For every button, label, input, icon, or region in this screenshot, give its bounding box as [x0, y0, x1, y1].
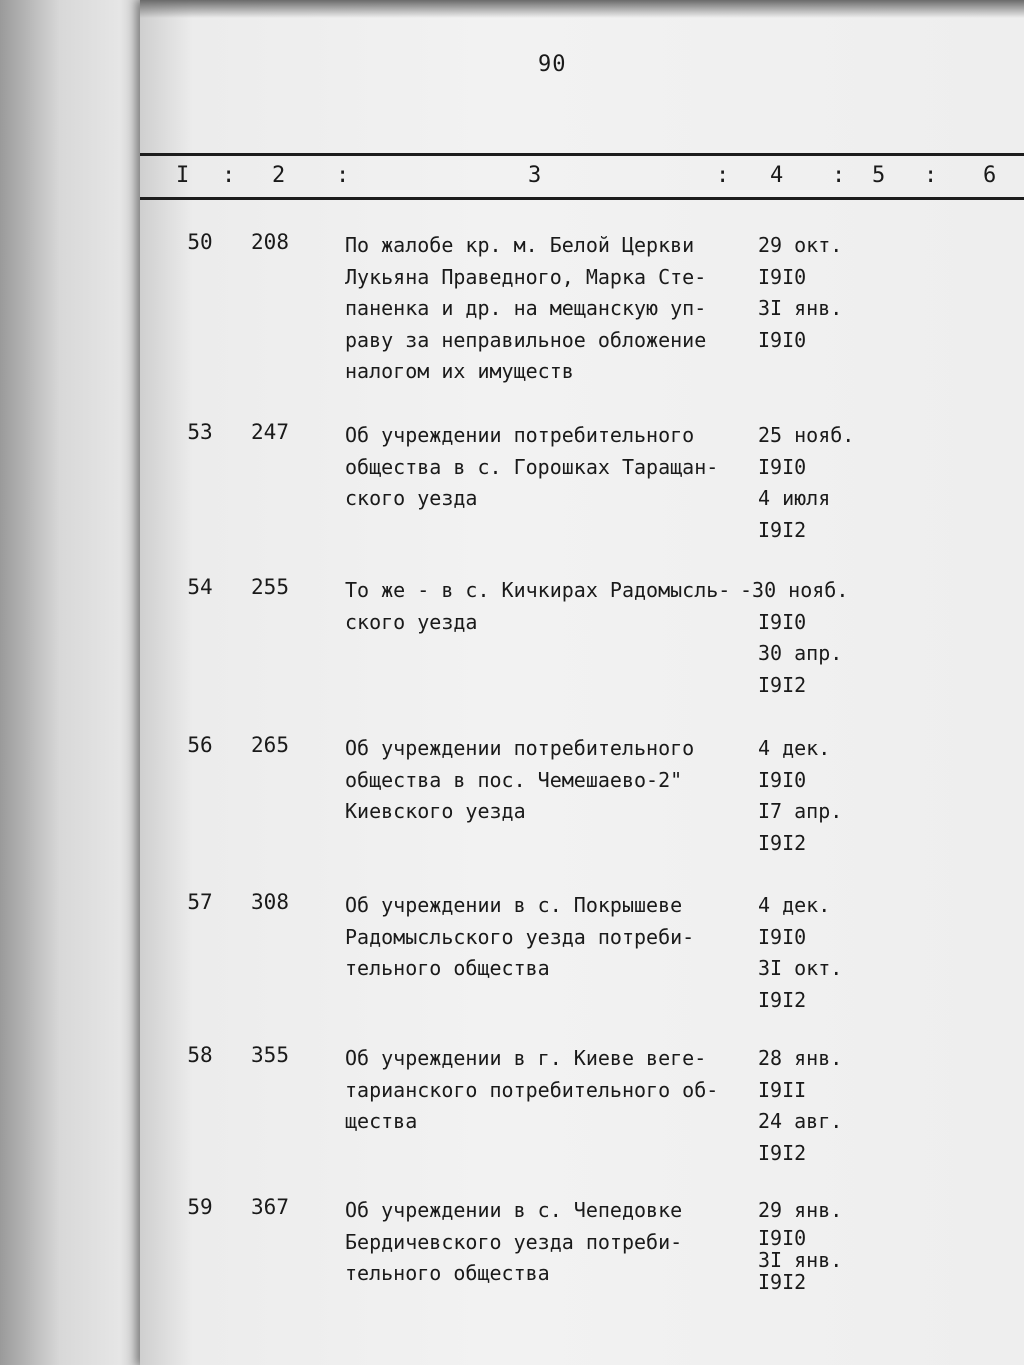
entry-dates	[758, 733, 898, 859]
date-line: I9I2	[758, 517, 807, 542]
page-top-shadow	[140, 0, 1024, 18]
description-line: щества	[345, 1109, 418, 1133]
description-line: Радомысльского уезда потреби-	[345, 924, 695, 949]
description-line: тарианского потребительного об-	[345, 1077, 719, 1102]
date-line: I9II	[758, 1077, 807, 1102]
entry-number: 53	[187, 420, 213, 444]
date-line: I9I0	[758, 454, 807, 479]
description-line: ского уезда	[345, 609, 478, 634]
file-number: 255	[251, 575, 289, 599]
entry-number: 59	[187, 1195, 213, 1219]
date-line: 3I янв.	[758, 1247, 843, 1272]
entry-description	[345, 230, 755, 388]
date-line: I9I2	[758, 830, 807, 855]
entry-dates	[758, 890, 898, 1016]
description-line: налогом их имуществ	[345, 359, 574, 383]
date-line: I9I0	[758, 1225, 807, 1250]
date-line: I9I2	[758, 1269, 807, 1294]
description-line: По жалобе кр. м. Белой Церкви	[345, 233, 695, 257]
description-line: Лукьяна Праведного, Марка Сте-	[345, 264, 707, 289]
date-line: 28 янв.	[758, 1046, 843, 1070]
column-header-3: 3	[528, 163, 542, 188]
date-line: -30 нояб.	[740, 578, 849, 602]
entry-description	[345, 733, 755, 828]
description-line: Об учреждении в с. Чепедовке	[345, 1198, 683, 1222]
page-number: 90	[538, 52, 567, 77]
date-line: 3I янв.	[758, 296, 843, 320]
description-line: тельного общества	[345, 1261, 550, 1285]
description-line: То же - в с. Кичкирах Радомысль-	[345, 578, 731, 602]
date-line: 29 янв.	[758, 1198, 843, 1222]
entry-dates	[758, 230, 898, 356]
date-line: I9I0	[758, 327, 807, 352]
description-line: тельного общества	[345, 956, 550, 980]
file-number: 265	[251, 733, 289, 757]
date-line: 30 апр.	[758, 641, 843, 665]
left-page-edge	[0, 0, 150, 1365]
description-line: раву за неправильное обложение	[345, 327, 707, 352]
column-header-2: 2	[272, 163, 286, 188]
header-rule-bottom	[140, 197, 1024, 200]
entry-description	[345, 420, 755, 515]
date-line: I9I0	[758, 609, 807, 634]
date-line: I9I2	[758, 672, 807, 697]
date-line: I9I0	[758, 264, 807, 289]
column-separator: :	[336, 163, 350, 188]
description-line: паненка и др. на мещанскую уп-	[345, 296, 707, 320]
file-number: 247	[251, 420, 289, 444]
entry-number: 57	[187, 890, 213, 914]
description-line: Об учреждении в с. Покрышеве	[345, 893, 683, 917]
entry-description	[345, 1195, 755, 1290]
date-line: 24 авг.	[758, 1109, 843, 1133]
column-separator: :	[924, 163, 938, 188]
description-line: Об учреждении потребительного	[345, 423, 695, 447]
date-line: I7 апр.	[758, 799, 843, 823]
date-line: I9I2	[758, 987, 807, 1012]
date-line: 4 июля	[758, 486, 831, 510]
date-line: I9I0	[758, 767, 807, 792]
date-line: 4 дек.	[758, 736, 831, 760]
entry-dates	[740, 575, 880, 701]
entry-number: 50	[187, 230, 213, 254]
description-line: общества в пос. Чемешаево-2"	[345, 767, 683, 792]
description-line: Киевского уезда	[345, 799, 526, 823]
header-rule-top	[140, 153, 1024, 156]
date-line: 4 дек.	[758, 893, 831, 917]
description-line: Бердичевского уезда потреби-	[345, 1229, 683, 1254]
file-number: 355	[251, 1043, 289, 1067]
entry-number: 54	[187, 575, 213, 599]
entry-dates	[758, 1195, 898, 1293]
date-line: 29 окт.	[758, 233, 843, 257]
column-header-5: 5	[872, 163, 886, 188]
description-line: Об учреждении потребительного	[345, 736, 695, 760]
entry-description	[345, 1043, 755, 1138]
column-header-1: I	[176, 163, 190, 188]
column-separator: :	[222, 163, 236, 188]
file-number: 308	[251, 890, 289, 914]
entry-description	[345, 890, 755, 985]
description-line: Об учреждении в г. Киеве веге-	[345, 1046, 707, 1070]
date-line: 3I окт.	[758, 956, 843, 980]
file-number: 208	[251, 230, 289, 254]
file-number: 367	[251, 1195, 289, 1219]
entry-dates	[758, 1043, 898, 1169]
entry-dates	[758, 420, 898, 546]
entry-number: 56	[187, 733, 213, 757]
date-line: I9I0	[758, 924, 807, 949]
date-line: I9I2	[758, 1140, 807, 1165]
date-line: 25 нояб.	[758, 423, 855, 447]
column-header-4: 4	[770, 163, 784, 188]
column-separator: :	[832, 163, 846, 188]
description-line: общества в с. Горошках Таращан-	[345, 454, 719, 479]
entry-description	[345, 575, 755, 638]
column-header-6: 6	[983, 163, 997, 188]
description-line: ского уезда	[345, 486, 478, 510]
entry-number: 58	[187, 1043, 213, 1067]
column-separator: :	[716, 163, 730, 188]
